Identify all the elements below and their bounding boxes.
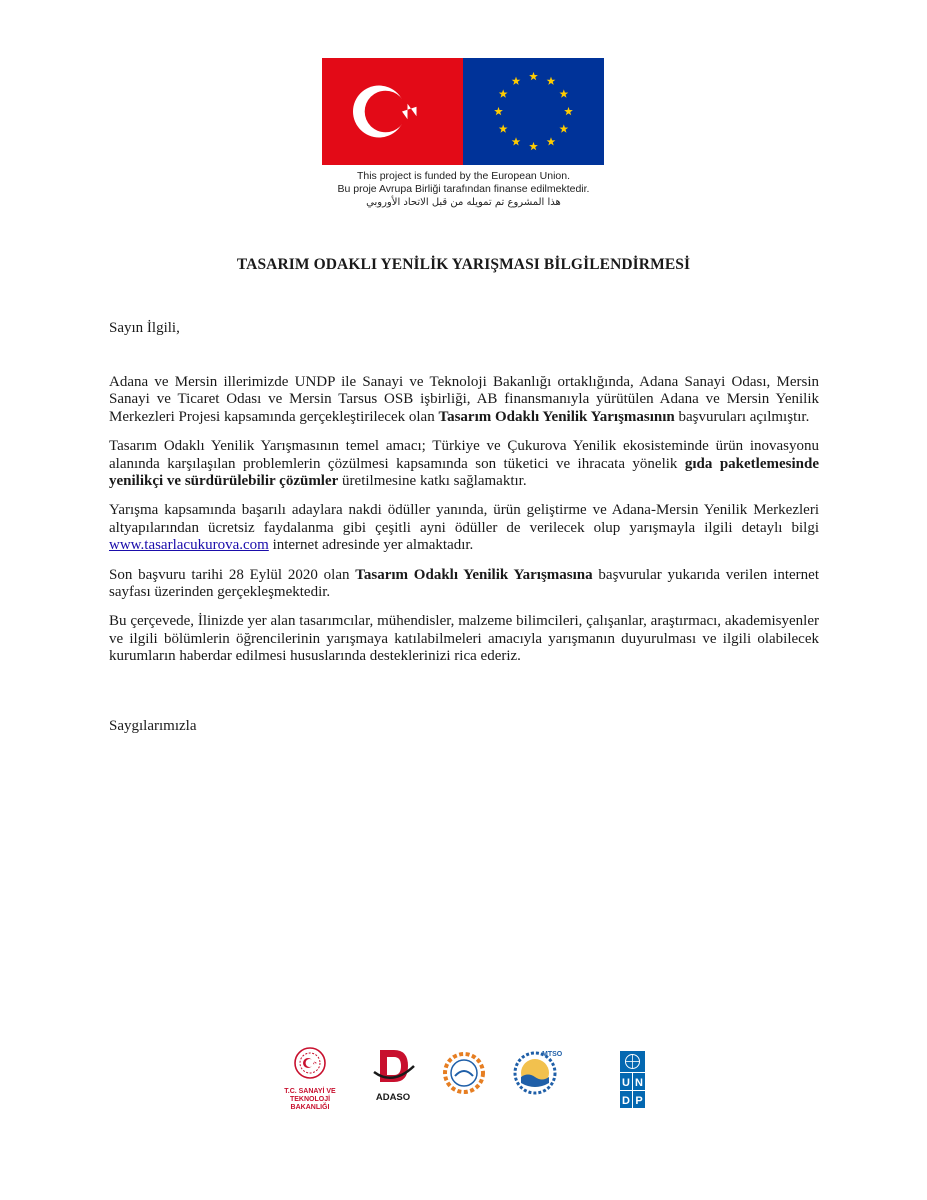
- letter-body: [109, 374, 819, 678]
- ministry-emblem-icon: [272, 1046, 348, 1080]
- ministry-line-1: T.C. SANAYİ VE: [284, 1088, 336, 1095]
- flags-banner: [322, 58, 604, 165]
- paragraph-1: Adana ve Mersin illerimizde UNDP ile Sanayi ve Teknoloji Bakanlığı ortaklığında, Adana Sanayi Odası, Mersin Sanayi ve Ticaret Odası ve Mersin Tarsus OSB işbirliği, AB finansmanıyla yürütülen Adana ve Mersin Yenilik Merkezleri Projesi kapsamında gerçekleştirilecek olan Tasarım Odaklı Yenilik Yarışmasının başvuruları açılmıştır.: [109, 374, 819, 425]
- adaso-logo: [368, 1046, 418, 1103]
- website-link[interactable]: www.tasarlacukurova.com: [109, 537, 269, 554]
- funding-notice: [300, 170, 627, 209]
- greeting: Sayın İlgili,: [109, 320, 180, 336]
- closing: Saygılarımızla: [109, 718, 197, 734]
- funding-en: This project is funded by the European Union.: [356, 170, 571, 182]
- funding-ar: هذا المشروع تم تمويله من قبل الاتحاد الأوروبي: [366, 197, 561, 208]
- paragraph-5: Bu çerçevede, İlinizde yer alan tasarımcılar, mühendisler, malzeme bilimcileri, çalışanlar, araştırmacı, akademisyenler ve ilgili bölümlerin öğrencilerinin yarışmaya katılabilmeleri amacıyla yarışmanın duyurulması ve ilgili olabilecek kurumların haberdar edilmesi hususlarında desteklerinizi rica ederiz.: [109, 613, 819, 665]
- document-title: TASARIM ODAKLI YENİLİK YARIŞMASI BİLGİLENDİRMESİ: [236, 256, 691, 273]
- undp-letter-p: P: [635, 1095, 643, 1107]
- undp-letter-d: D: [622, 1095, 630, 1107]
- ministry-line-2: TEKNOLOJİ BAKANLIĞI: [289, 1096, 331, 1111]
- ministry-logo: [272, 1046, 348, 1112]
- mtso-label: MTSO: [542, 1051, 563, 1058]
- osb-logo: [441, 1050, 487, 1101]
- undp-logo: [620, 1051, 645, 1113]
- paragraph-3: Yarışma kapsamında başarılı adaylara nakdi ödüller yanında, ürün geliştirme ve Adana-Mersin Yenilik Merkezleri altyapılarından ücretsiz faydalanma gibi çeşitli ayni ödüller de verilecek olup yarışmayla ilgili detaylı bilgi www.tasarlacukurova.com internet adresinde yer almaktadır.: [109, 502, 819, 554]
- mtso-emblem-icon: [510, 1047, 563, 1097]
- paragraph-4: Son başvuru tarihi 28 Eylül 2020 olan Tasarım Odaklı Yenilik Yarışmasına başvurular yukarıda verilen internet sayfası üzerinden gerçekleşmektedir.: [109, 566, 819, 601]
- undp-letter-n: N: [635, 1077, 643, 1089]
- undp-emblem-icon: [620, 1051, 645, 1108]
- undp-letter-u: U: [622, 1077, 630, 1089]
- funding-tr: Bu proje Avrupa Birliği tarafından finanse edilmektedir.: [337, 183, 590, 195]
- adaso-label: ADASO: [375, 1092, 411, 1103]
- mtso-logo: [510, 1047, 563, 1102]
- paragraph-2: Tasarım Odaklı Yenilik Yarışmasının temel amacı; Türkiye ve Çukurova Yenilik ekosisteminde ürün inovasyonu alanında karşılaşılan problemlerin çözülmesi kapsamında son tüketici ve ihracata yönelik gıda paketlemesinde yenilikçi ve sürdürülebilir çözümler üretilmesine katkı sağlamaktır.: [109, 438, 819, 490]
- adaso-emblem-icon: [368, 1046, 418, 1086]
- gear-icon: [441, 1050, 487, 1096]
